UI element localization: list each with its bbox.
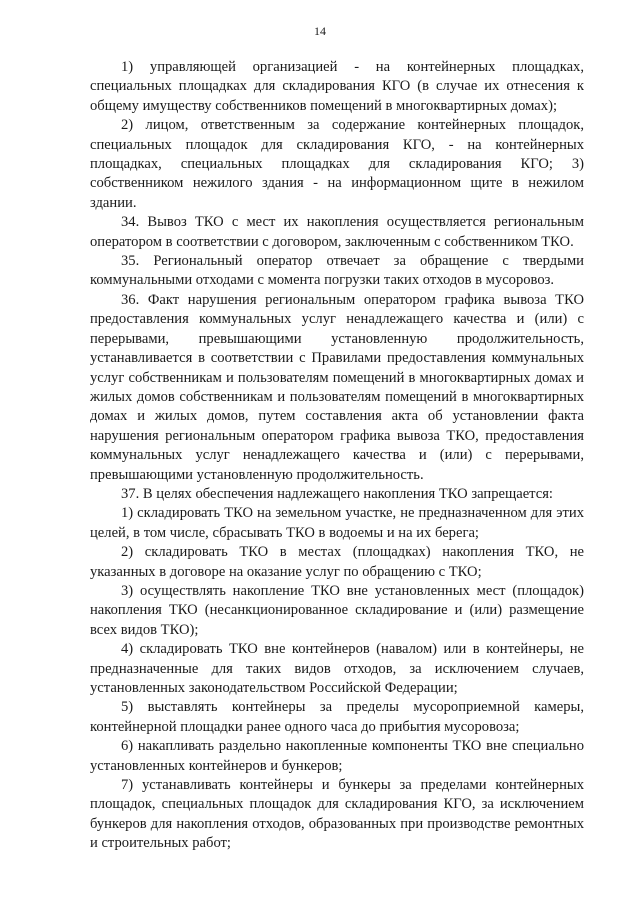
paragraph: 34. Вывоз ТКО с мест их накопления осуществляется региональным оператором в соответствии с договором, заключенным с собственником ТКО. xyxy=(90,214,584,250)
paragraph: 36. Факт нарушения региональным оператором графика вывоза ТКО предоставления коммунальных услуг ненадлежащего качества и (или) с перерывами, превышающими установленную продолжительность, устанавливается в соответствии с Правилами предоставления коммунальных услуг собственникам и пользователям помещений в многоквартирных домах и жилых домов собственникам и пользователям помещений в многоквартирных домах и жилых домов, путем составления акта об установлении факта нарушения региональным оператором графика вывоза ТКО, предоставления коммунальных услуг ненадлежащего качества и (или) с перерывами, превышающими установленную продолжительность. xyxy=(90,291,584,483)
paragraph: 35. Региональный оператор отвечает за обращение с твердыми коммунальными отходами с момента погрузки таких отходов в мусоровоз. xyxy=(90,253,584,289)
paragraph: 6) накапливать раздельно накопленные компоненты ТКО вне специально установленных контейнеров и бункеров; xyxy=(90,738,584,774)
paragraph: 37. В целях обеспечения надлежащего накопления ТКО запрещается: xyxy=(121,485,553,502)
paragraph: 1) складировать ТКО на земельном участке, не предназначенном для этих целей, в том числе, сбрасывать ТКО в водоемы и на их берега; xyxy=(90,505,584,541)
paragraph: 2) складировать ТКО в местах (площадках) накопления ТКО, не указанных в договоре на оказание услуг по обращению с ТКО; xyxy=(90,544,584,580)
paragraph: 4) складировать ТКО вне контейнеров (навалом) или в контейнеры, не предназначенные для таких видов отходов, за исключением случаев, установленных законодательством Российской Федерации; xyxy=(90,641,584,696)
paragraph: 7) устанавливать контейнеры и бункеры за пределами контейнерных площадок, специальных площадок для складирования КГО, за исключением бункеров для накопления отходов, образованных при производстве ремонтных и строительных работ; xyxy=(90,777,584,852)
paragraph: 3) осуществлять накопление ТКО вне установленных мест (площадок) накопления ТКО (несанкционированное складирование и (или) размещение всех видов ТКО); xyxy=(90,582,584,638)
paragraph: 1) управляющей организацией - на контейнерных площадках, специальных площадках для складирования КГО (в случае их отнесения к общему имуществу собственников помещений в многоквартирных домах); xyxy=(90,59,584,114)
document-body xyxy=(90,58,584,854)
paragraph: 2) лицом, ответственным за содержание контейнерных площадок, специальных площадок для складирования КГО, - на контейнерных площадках, специальных площадках для складирования КГО; 3) собственником нежилого здания - на информационном щите в нежилом здании. xyxy=(90,117,584,211)
page-number: 14 xyxy=(314,24,326,38)
paragraph: 5) выставлять контейнеры за пределы мусороприемной камеры, контейнерной площадки ранее одного часа до прибытия мусоровоза; xyxy=(90,699,584,735)
